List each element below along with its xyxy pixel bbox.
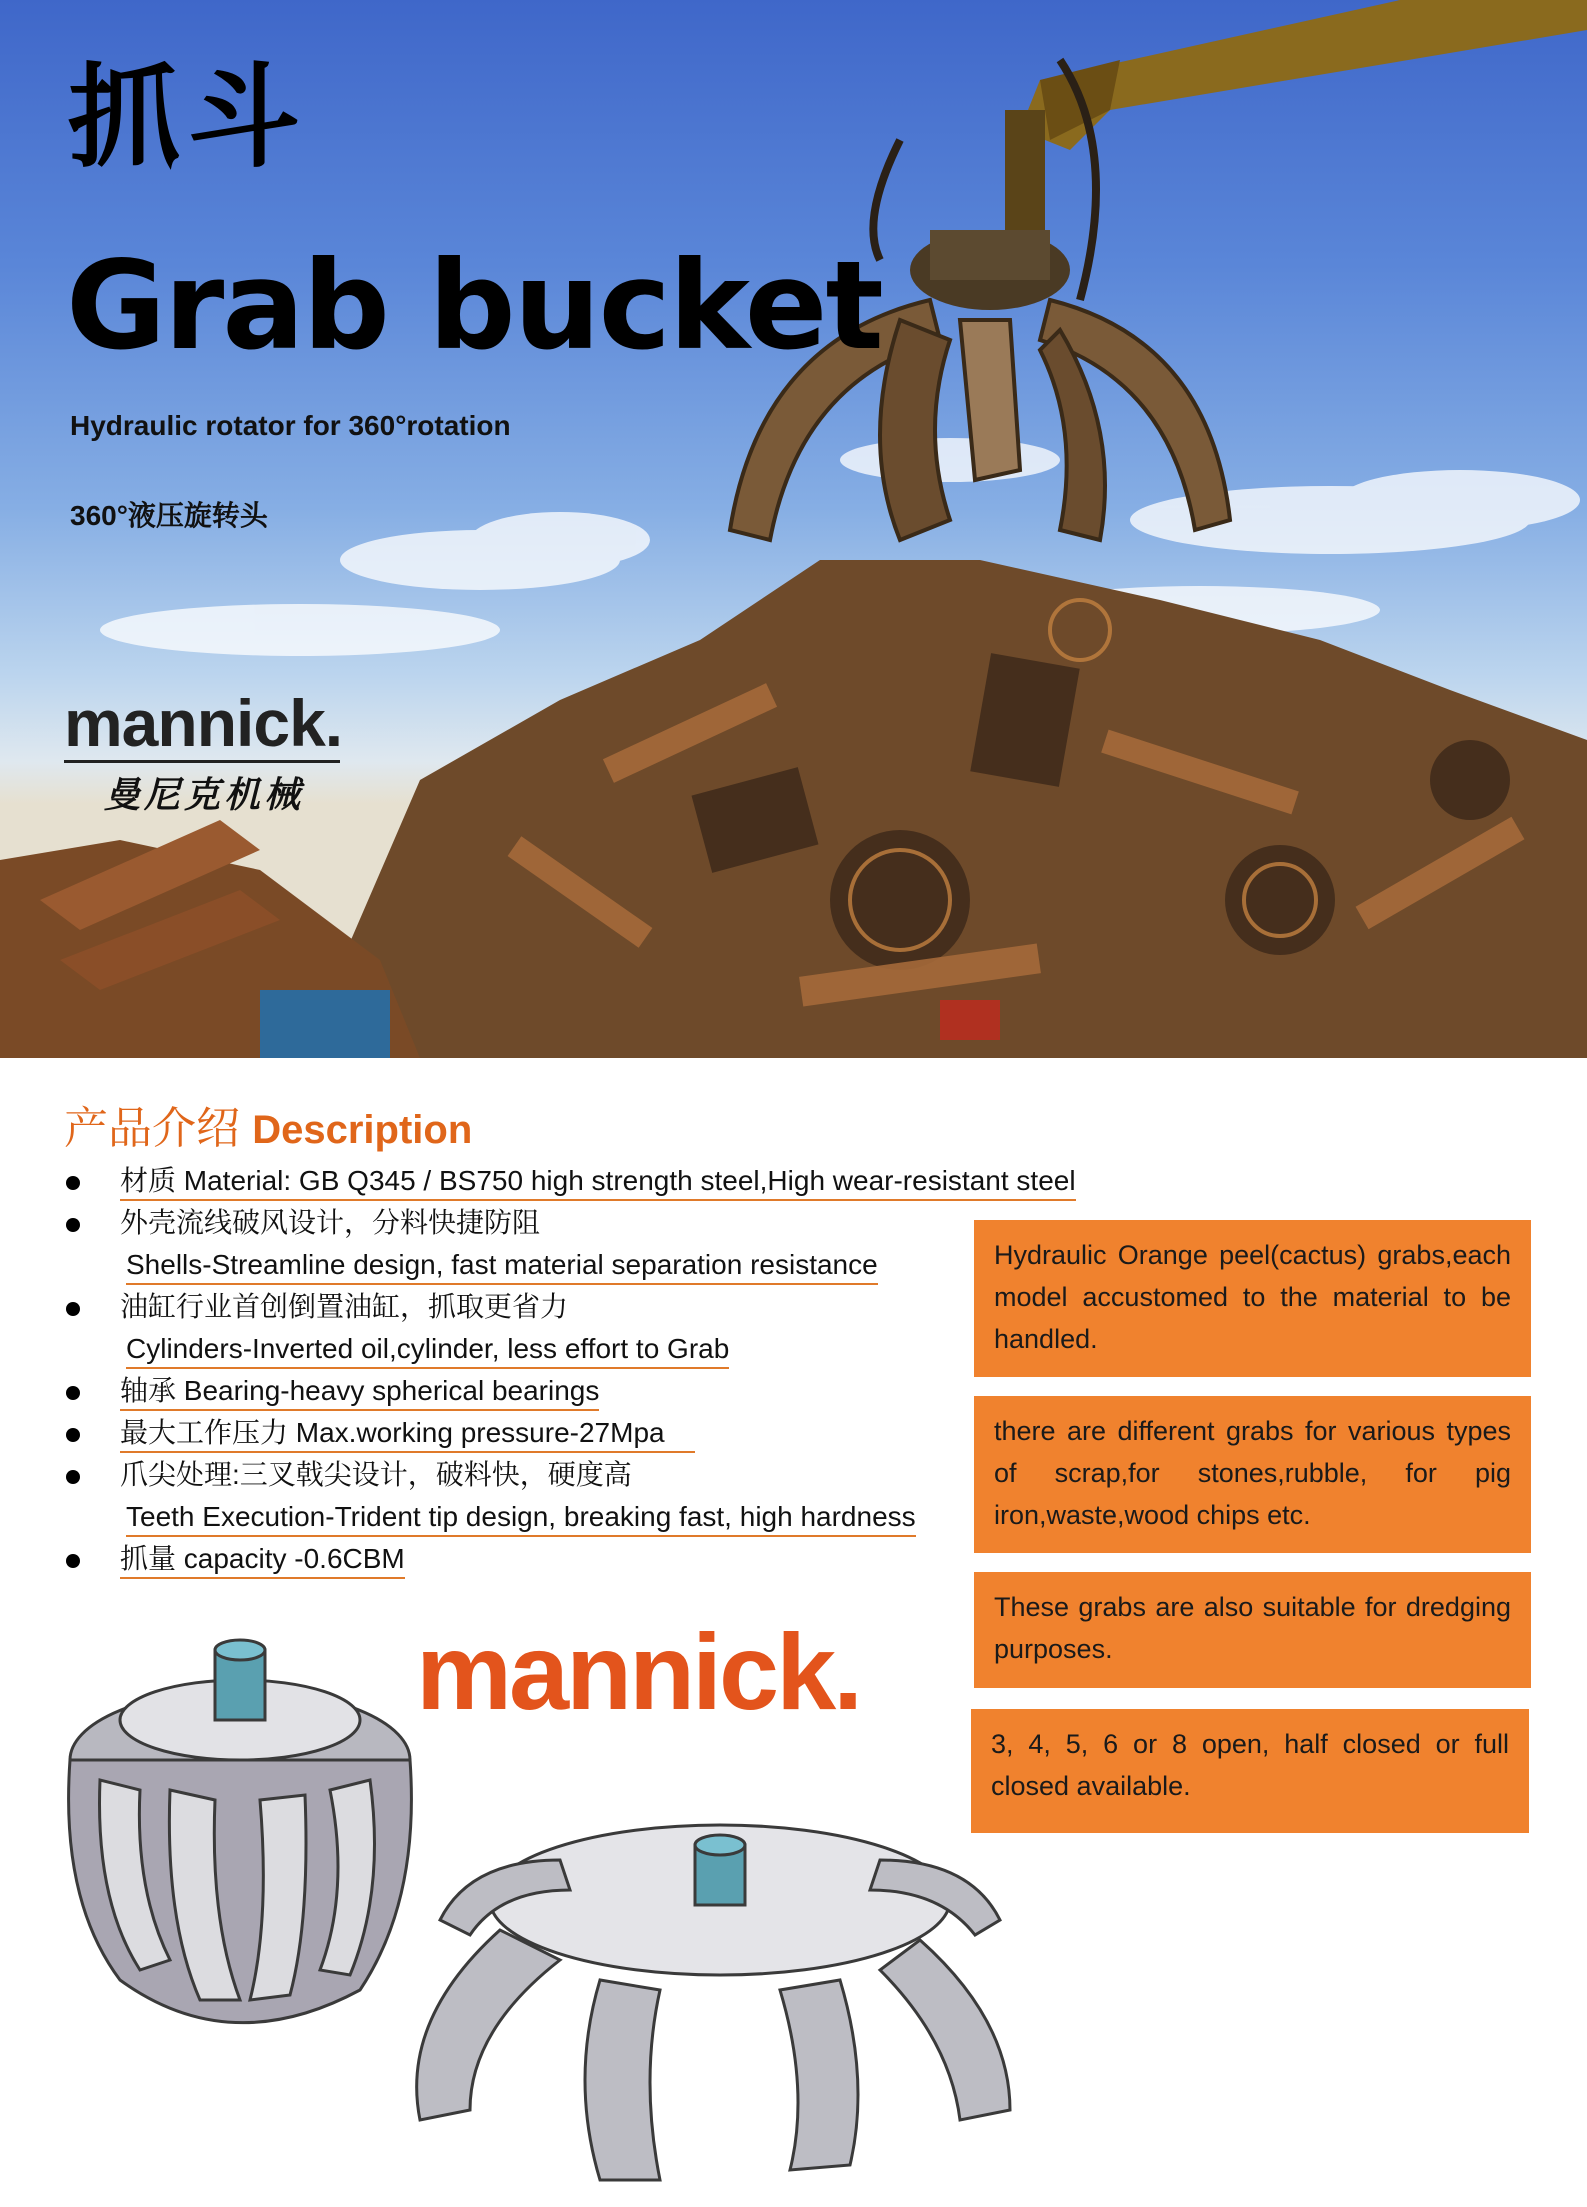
info-box-scrap-types: there are different grabs for various types of scrap,for stones,rubble, for pig iron,waste,wood chips etc. bbox=[974, 1396, 1531, 1553]
brand-logo-text: mannick. bbox=[64, 686, 343, 760]
subtitle-english: Hydraulic rotator for 360°rotation bbox=[70, 410, 511, 441]
feature-bearing: 轴承 Bearing-heavy spherical bearings bbox=[120, 1374, 599, 1411]
open-grab-drawing bbox=[417, 1825, 1010, 2180]
title-english: Grab bucket bbox=[66, 235, 882, 377]
feature-pressure: 最大工作压力 Max.working pressure-27Mpa bbox=[120, 1416, 695, 1453]
feature-cylinder-en: Cylinders-Inverted oil,cylinder, less effort to Grab bbox=[126, 1332, 729, 1369]
feature-capacity: 抓量 capacity -0.6CBM bbox=[120, 1542, 405, 1579]
feature-shell-en: Shells-Streamline design, fast material separation resistance bbox=[126, 1248, 878, 1285]
feature-shell-cn: 外壳流线破风设计，分料快捷防阻 bbox=[120, 1207, 541, 1238]
feature-teeth-cn: 爪尖处理:三叉戟尖设计，破料快，硬度高 bbox=[120, 1459, 632, 1490]
info-box-orange-peel: Hydraulic Orange peel(cactus) grabs,each model accustomed to the material to be handled. bbox=[974, 1220, 1531, 1377]
closed-grab-drawing bbox=[69, 1640, 412, 2023]
brand-logo-chinese: 曼尼克机械 bbox=[104, 774, 305, 815]
info-box-open-closed: 3, 4, 5, 6 or 8 open, half closed or full closed available. bbox=[971, 1709, 1529, 1833]
feature-teeth-en: Teeth Execution-Trident tip design, breaking fast, high hardness bbox=[126, 1500, 916, 1537]
title-chinese: 抓斗 bbox=[68, 53, 308, 183]
description-heading-en: Description bbox=[252, 1108, 473, 1152]
feature-cylinder-cn: 油缸行业首创倒置油缸，抓取更省力 bbox=[120, 1291, 569, 1322]
brand-logo-large: mannick. bbox=[416, 1611, 861, 1732]
feature-material: 材质 Material: GB Q345 / BS750 high strength steel,High wear-resistant steel bbox=[120, 1164, 1076, 1201]
subtitle-chinese: 360°液压旋转头 bbox=[70, 500, 268, 531]
info-box-dredging: These grabs are also suitable for dredging purposes. bbox=[974, 1572, 1531, 1688]
description-heading-cn: 产品介绍 bbox=[64, 1103, 240, 1154]
